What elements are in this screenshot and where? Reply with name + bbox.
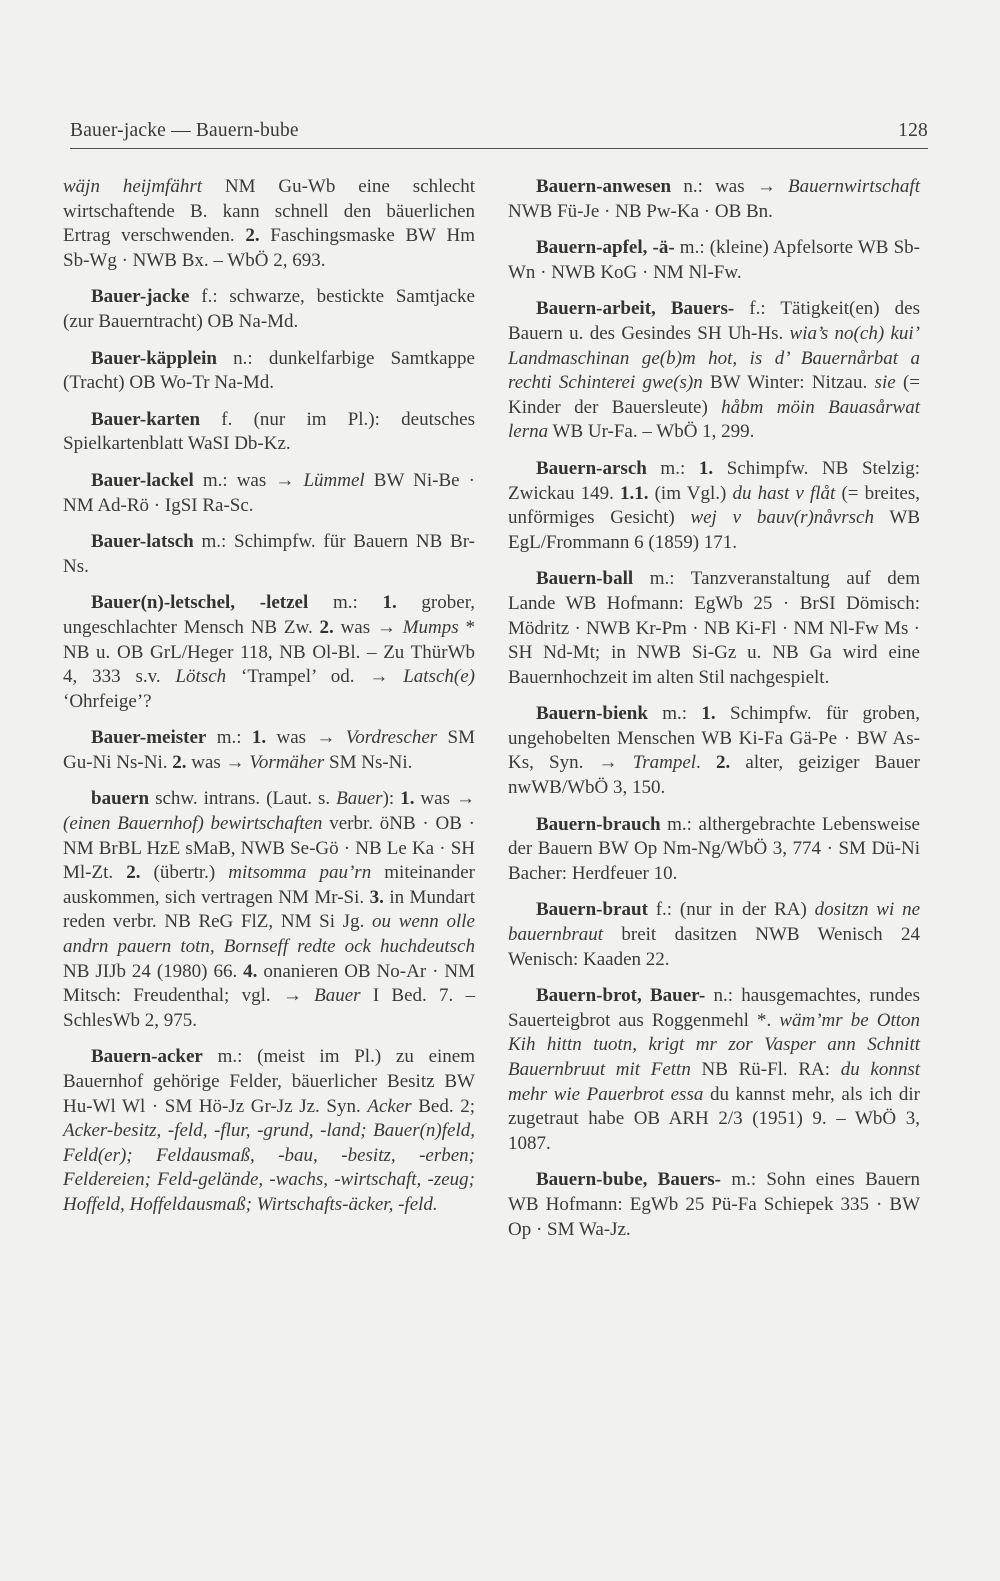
italic-text: Mumps	[402, 616, 459, 638]
italic-text: wäm’mr be Otton Kih hittn tuotn, krigt mr zor Vasper ann Schnitt Bauernbruut mit Fettn	[508, 1009, 920, 1080]
entry-text: f.: Tätigkeit(en) des Bauern u. des Gesindes SH Uh-Hs.	[508, 298, 921, 344]
italic-text: Lümmel	[303, 469, 365, 491]
dictionary-entry	[508, 898, 920, 972]
italic-text: Bauer	[314, 985, 361, 1007]
entry-text: BW Winter: Nitzau.	[702, 372, 875, 394]
dictionary-entry	[508, 813, 920, 887]
entry-text: SM Gu-Ni Ns-Ni.	[63, 727, 475, 773]
left-column	[63, 175, 475, 1230]
italic-text: du konnst mehr wie Pauerbrot essa	[508, 1059, 921, 1105]
italic-text: Lötsch	[175, 666, 227, 688]
italic-text: ou wenn olle andrn pauern totn, Bornseff redte ock huchdeutsch	[63, 911, 475, 958]
headword: Bauern-arbeit, Bauers-	[536, 298, 735, 320]
italic-text: sie	[874, 372, 896, 394]
italic-text: du hast v flåt	[732, 482, 836, 504]
headword: Bauer-meister	[91, 727, 207, 749]
entry-text: in Mundart reden verbr. NB ReG FlZ, NM Si Jg.	[63, 886, 475, 933]
entry-text: f.: schwarze, bestickte Samtjacke (zur Bauerntracht) OB Na-Md.	[63, 286, 475, 332]
headword: Bauer-käpplein	[91, 347, 217, 369]
italic-text: Vordrescher	[345, 727, 438, 749]
entry-text: (im Vgl.)	[648, 482, 733, 504]
italic-text: Acker	[367, 1095, 412, 1117]
entry-text: * NB u. OB GrL/Heger 118, NB Ol-Bl. – Zu ThürWb 4, 333 s.v.	[63, 616, 475, 688]
entry-text: Schimpfw. für groben, ungehobelten Menschen WB Ki-Fa Gä-Pe · BW As-Ks, Syn. →	[508, 703, 920, 774]
entry-text: miteinander auskommen, sich vertragen NM Mr-Si.	[63, 862, 476, 908]
entry-text: verbr. öNB · OB · NM BrBL HzE sMaB, NWB Se-Gö · NB Le Ka · SH Ml-Zt.	[63, 813, 476, 884]
entry-text: (= Kinder der Bauersleute)	[508, 372, 921, 418]
header-rule	[70, 148, 928, 149]
entry-text: I Bed. 7. – SchlesWb 2, 975.	[63, 985, 475, 1031]
headword: 2.	[319, 616, 334, 638]
dictionary-entry	[63, 591, 475, 714]
entry-text: NWB Fü-Je · NB Pw-Ka · OB Bn.	[508, 200, 773, 222]
continued-entry	[63, 175, 475, 273]
entry-text: schw. intrans. (Laut. s.	[149, 788, 337, 810]
headword: Bauern-brauch	[536, 813, 661, 835]
italic-text: håbm möin Bauasårwat lerna	[508, 396, 920, 443]
italic-text: Latsch(e)	[403, 666, 475, 688]
entry-text: WB Ur-Fa. – WbÖ 1, 299.	[548, 421, 755, 443]
entry-text: n.: was →	[671, 176, 789, 197]
dictionary-entry	[63, 347, 475, 396]
headword: bauern	[91, 788, 150, 810]
entry-text: was →	[333, 616, 403, 638]
entry-text: m.:	[206, 727, 252, 749]
headword: Bauern-acker	[91, 1046, 203, 1068]
entry-text: (übertr.)	[140, 862, 229, 884]
dictionary-entry	[63, 787, 475, 1033]
entry-text: m.: was →	[193, 469, 304, 491]
headword: Bauern-anwesen	[536, 176, 672, 197]
italic-text: Bauer	[336, 788, 383, 810]
entry-text: f.: (nur in der RA)	[647, 899, 815, 921]
entry-text: ‘Trampel’ od. →	[226, 666, 404, 688]
page-number: 128	[898, 120, 928, 141]
right-column	[508, 175, 920, 1254]
italic-text: Acker-besitz, -feld, -flur, -grund, -land; Bauer(n)feld, Feld(er); Feldausmaß, -bau, -besitz, -erben; Feldereien; Feld-gelände, -wachs, -wirtschaft, -zeug; Hoffeld, Hoffeldausmaß; Wirtschafts-äcker, -feld.	[63, 1120, 475, 1215]
dictionary-entry	[63, 469, 475, 518]
entry-text: m.: (meist im Pl.) zu einem Bauernhof gehörige Felder, bäuerlicher Besitz BW Hu-Wl Wl · SM Hö-Jz Gr-Jz Jz. Syn.	[63, 1046, 475, 1117]
italic-text: Bauernwirtschaft	[788, 176, 920, 197]
entry-text: m.:	[647, 703, 702, 725]
headword: 1.	[698, 457, 714, 479]
entry-text: was →	[266, 727, 346, 749]
entry-text: n.: hausgemachtes, rundes Sauerteigbrot aus Roggenmehl *.	[508, 985, 920, 1031]
entry-text: m.: (kleine) Apfelsorte WB Sb-Wn · NWB KoG · NM Nl-Fw.	[508, 237, 921, 283]
entry-text: BW Ni-Be · NM Ad-Rö · IgSI Ra-Sc.	[63, 469, 475, 516]
headword: Bauern-bienk	[536, 703, 648, 725]
headword: Bauern-ball	[536, 568, 634, 590]
entry-text: m.: Sohn eines Bauern WB Hofmann: EgWb 25 Pü-Fa Schiepek 335 · BW Op · SM Wa-Jz.	[508, 1169, 920, 1240]
entry-text: m.: Schimpfw. für Bauern NB Br-Ns.	[63, 531, 475, 577]
entry-text: SM Ns-Ni.	[324, 751, 413, 773]
italic-text: wej v bauv(r)nåvrsch	[690, 507, 874, 529]
headword: Bauer-latsch	[91, 531, 194, 553]
headword: Bauern-braut	[536, 899, 648, 921]
dictionary-entry	[63, 285, 475, 334]
dictionary-entry	[508, 297, 920, 445]
italic-text: Vormäher	[249, 751, 325, 773]
italic-text: wäjn heijmfährt	[63, 176, 202, 197]
headword: 2.	[126, 862, 141, 884]
dictionary-entry	[508, 236, 920, 285]
entry-text: was →	[414, 788, 475, 810]
headword: 1.1.	[619, 482, 649, 504]
dictionary-entry	[63, 408, 475, 457]
dictionary-entry	[508, 702, 920, 800]
italic-text: Trampel	[632, 752, 697, 774]
headword: 1.	[382, 592, 397, 614]
headword: Bauer-karten	[91, 408, 201, 430]
entry-text: NB Rü-Fl. RA:	[690, 1059, 841, 1080]
headword: Bauern-apfel, -ä-	[536, 237, 675, 259]
entry-text: du kannst mehr, als ich dir zugetraut habe OB ARH 2/3 (1951) 9. – WbÖ 3, 1087.	[508, 1083, 921, 1154]
entry-text: m.:	[308, 592, 383, 614]
headword: 4.	[243, 960, 258, 982]
headword: 2.	[245, 225, 260, 247]
headword: 1.	[251, 727, 267, 749]
entry-text: .	[696, 752, 716, 774]
italic-text: mitsomma pau’rn	[228, 862, 372, 884]
entry-text: Schimpfw. NB Stelzig: Zwickau 149.	[508, 457, 920, 504]
dictionary-entry	[508, 457, 920, 555]
entry-text: onanieren OB No-Ar · NM Mitsch: Freudenthal; vgl. →	[63, 960, 475, 1007]
headword: Bauern-bube, Bauers-	[536, 1169, 722, 1191]
dictionary-entry	[63, 530, 475, 579]
entry-text: n.: dunkelfarbige Samtkappe (Tracht) OB Wo-Tr Na-Md.	[63, 347, 475, 394]
entry-text: m.:	[646, 457, 699, 479]
entry-text: was →	[186, 751, 250, 773]
headword: Bauer(n)-letschel, -letzel	[91, 592, 309, 614]
italic-text: dositzn wi ne bauernbraut	[508, 899, 920, 946]
headword: Bauer-jacke	[91, 286, 190, 308]
entry-text: NM Gu-Wb eine schlecht wirtschaftende B. kann schnell den bäuerlichen Ertrag verschwenden.	[63, 176, 475, 247]
entry-text: m.: althergebrachte Lebensweise der Bauern BW Op Nm-Ng/WbÖ 3, 774 · SM Dü-Ni Bacher: Herdfeuer 10.	[508, 813, 920, 884]
italic-text: wia’s no(ch) kui’ Landmaschinan ge(b)m hot, is d’ Bauernårbat a rechti Schinterei gwe(s)n	[508, 322, 920, 394]
headword: 2.	[715, 752, 731, 774]
dictionary-entry	[508, 567, 920, 690]
entry-text: breit dasitzen NWB Wenisch 24 Wenisch: Kaaden 22.	[508, 924, 920, 970]
headword: 3.	[369, 886, 384, 908]
entry-text: Faschingsmaske BW Hm Sb-Wg · NWB Bx. – WbÖ 2, 693.	[63, 225, 475, 271]
entry-text: grober, ungeschlachter Mensch NB Zw.	[63, 592, 476, 638]
italic-text: (einen Bauernhof) bewirtschaften	[63, 813, 323, 835]
headword: 1.	[400, 788, 415, 810]
entry-text: Bed. 2;	[411, 1095, 475, 1117]
entry-text: WB EgL/Frommann 6 (1859) 171.	[508, 507, 920, 553]
entry-text: ):	[382, 788, 401, 810]
entry-text: alter, geiziger Bauer nwWB/WbÖ 3, 150.	[508, 752, 921, 799]
dictionary-entry	[508, 175, 920, 224]
headword: 2.	[172, 751, 187, 773]
dictionary-entry	[508, 984, 920, 1156]
headword: Bauern-brot, Bauer-	[536, 985, 706, 1007]
headword: 1.	[701, 703, 716, 725]
headword: Bauern-arsch	[536, 457, 647, 479]
headword: Bauer-lackel	[91, 469, 194, 491]
running-head	[70, 120, 928, 142]
entry-text: f. (nur im Pl.): deutsches Spielkartenblatt WaSI Db-Kz.	[63, 408, 475, 455]
entry-text: (= breites, unförmiges Gesicht)	[508, 482, 920, 529]
entry-text: ‘Ohrfeige’?	[63, 690, 152, 712]
entry-text: m.: Tanzveranstaltung auf dem Lande WB Hofmann: EgWb 25 · BrSI Dömisch: Mödritz · NWB Kr-Pm · NB Ki-Fl · NM Nl-Fw Ms · SH Nd-Mt; in NWB Si-Gz u. NB Ga wird eine Bauernhochzeit im alten Stil nachgespielt.	[508, 568, 920, 688]
running-head-title: Bauer-jacke — Bauern-bube	[70, 120, 299, 141]
dictionary-entry	[63, 726, 475, 775]
dictionary-entry	[508, 1168, 920, 1242]
dictionary-entry	[63, 1045, 475, 1217]
entry-text: NB JIJb 24 (1980) 66.	[63, 960, 244, 982]
